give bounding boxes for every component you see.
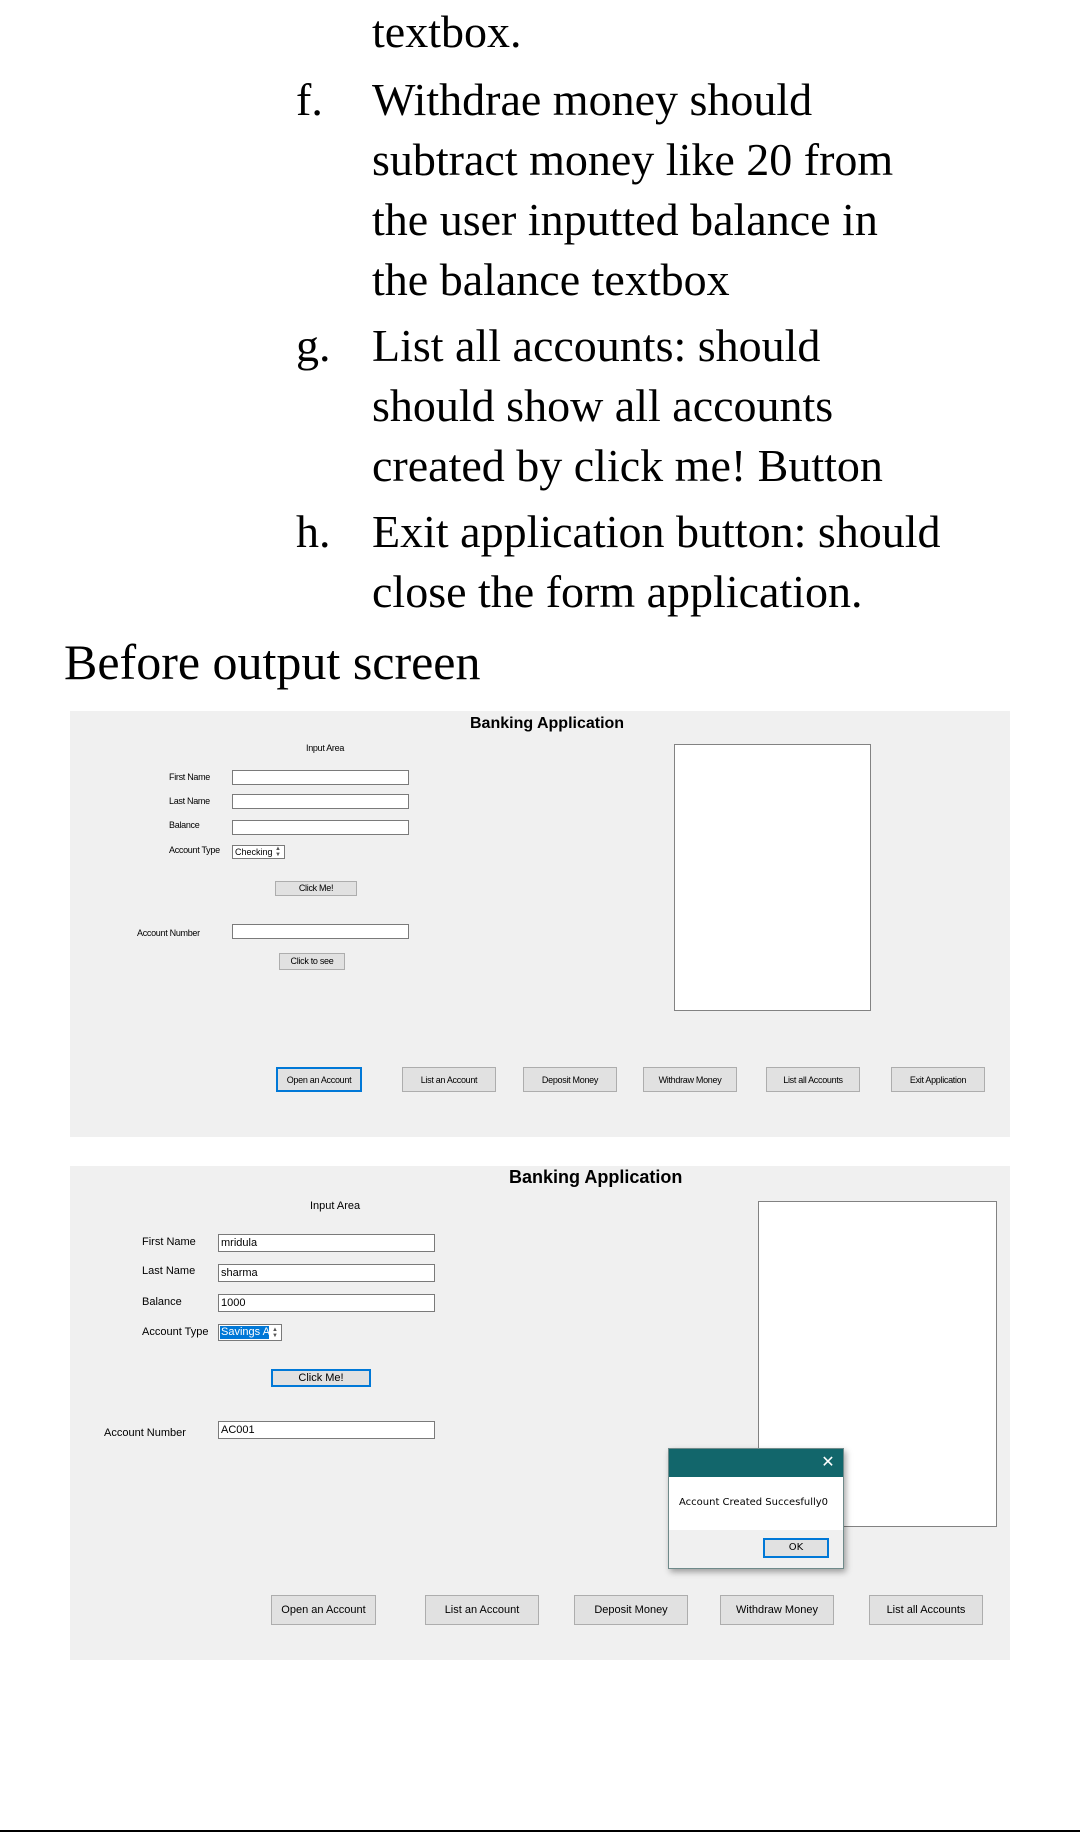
list-all-accounts-button[interactable]: List all Accounts [766,1067,860,1092]
click-me-button[interactable]: Click Me! [271,1369,371,1387]
account-type-value: Savings A [221,1326,270,1338]
balance-label: Balance [142,1296,182,1308]
doc-line: subtract money like 20 from [372,134,894,185]
click-me-button[interactable]: Click Me! [275,881,357,896]
dialog-footer [669,1530,843,1568]
doc-line: the user inputted balance in [372,194,878,245]
deposit-money-button[interactable]: Deposit Money [523,1067,617,1092]
last-name-label: Last Name [142,1265,196,1277]
message-box-dialog [668,1448,844,1569]
doc-line: Withdrae money should [372,74,813,125]
account-type-spinner[interactable] [218,1324,282,1341]
first-name-label: First Name [142,1236,196,1248]
doc-line: close the form application. [372,566,863,617]
last-name-label: Last Name [169,796,210,806]
spinner-arrows[interactable] [273,846,283,858]
chevron-up-icon: ▲ [272,1326,278,1333]
doc-line: List all accounts: should [372,320,821,371]
first-name-label: First Name [169,772,211,782]
account-type-value: Checking [235,847,273,857]
open-account-button[interactable]: Open an Account [271,1595,376,1625]
account-number-label: Account Number [104,1427,186,1439]
chevron-down-icon: ▼ [272,1332,278,1339]
doc-line: Exit application button: should [372,506,941,557]
accounts-listbox[interactable] [674,744,871,1011]
withdraw-money-button[interactable]: Withdraw Money [720,1595,834,1625]
doc-line: should show all accounts [372,380,834,431]
last-name-field[interactable] [232,794,409,809]
section-heading: Before output screen [64,634,481,690]
doc-line: the balance textbox [372,254,730,305]
list-marker-h: h. [296,506,331,557]
dialog-titlebar [669,1449,843,1477]
balance-label: Balance [169,820,200,830]
doc-line: created by click me! Button [372,440,883,491]
balance-field[interactable] [232,820,409,835]
list-marker-f: f. [296,74,323,125]
balance-field[interactable]: 1000 [218,1294,435,1312]
form-title: Banking Application [470,715,625,732]
chevron-down-icon: ▼ [275,852,281,858]
input-area-label: Input Area [310,1200,361,1212]
chevron-up-icon: ▲ [275,846,281,852]
first-name-field[interactable]: mridula [218,1234,435,1252]
list-all-accounts-button[interactable]: List all Accounts [869,1595,983,1625]
doc-line: textbox. [372,6,522,57]
account-type-label: Account Type [169,845,220,855]
first-name-field[interactable] [232,770,409,785]
deposit-money-button[interactable]: Deposit Money [574,1595,688,1625]
banking-form-screenshot-after [70,1166,1010,1660]
click-to-see-button[interactable]: Click to see [279,953,345,970]
banking-form-screenshot-before [70,711,1010,1137]
account-number-field[interactable] [232,924,409,939]
account-number-field[interactable]: AC001 [218,1421,435,1439]
list-marker-g: g. [296,320,331,371]
list-account-button[interactable]: List an Account [402,1067,496,1092]
ok-button[interactable]: OK [763,1538,829,1558]
list-account-button[interactable]: List an Account [425,1595,539,1625]
dialog-message: Account Created Succesfully0 [679,1497,829,1508]
last-name-field[interactable]: sharma [218,1264,435,1282]
account-type-spinner[interactable] [232,845,285,859]
withdraw-money-button[interactable]: Withdraw Money [643,1067,737,1092]
spinner-arrows[interactable] [270,1325,280,1340]
account-number-label: Account Number [137,928,200,938]
account-type-label: Account Type [142,1326,209,1338]
exit-application-button[interactable]: Exit Application [891,1067,985,1092]
close-icon[interactable]: ✕ [821,1452,835,1471]
form-title: Banking Application [509,1167,683,1187]
open-account-button[interactable]: Open an Account [276,1067,362,1092]
input-area-label: Input Area [306,743,345,753]
